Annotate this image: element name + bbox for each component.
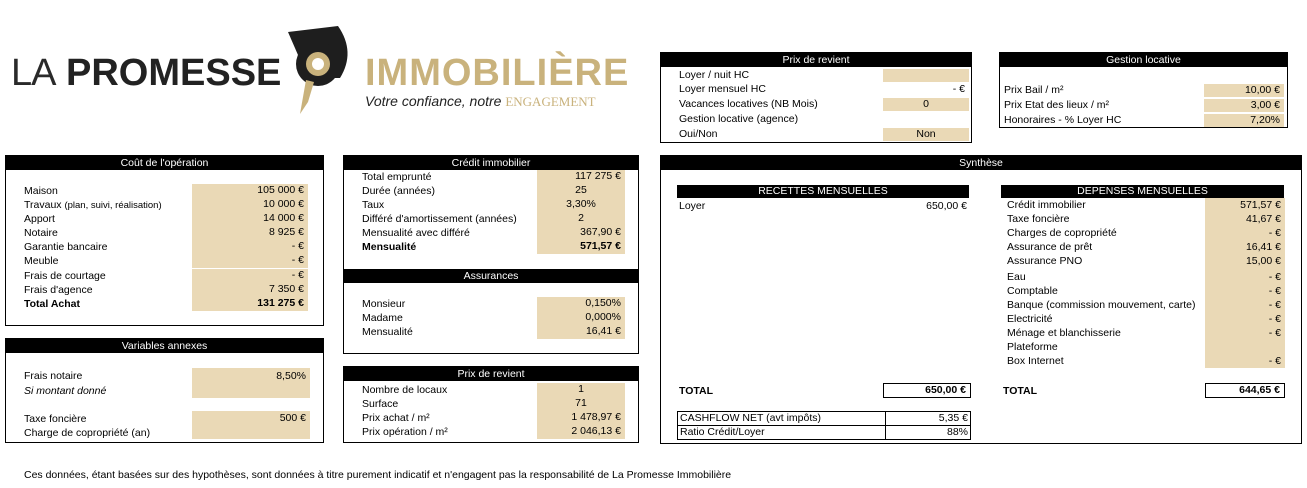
total-achat-label: Total Achat — [24, 298, 81, 310]
credit-panel — [343, 155, 639, 354]
prix-revient-bottom-panel — [343, 366, 639, 443]
tagline-engagement: ENGAGEMENT — [505, 94, 596, 109]
depense-label: Electricité — [1007, 313, 1053, 325]
depense-value: 571,57 € — [1240, 199, 1281, 211]
depenses-header: DEPENSES MENSUELLES — [1001, 185, 1284, 198]
row-label: Taux — [362, 199, 385, 211]
row-label: Surface — [362, 398, 399, 410]
logo-key-icon — [278, 22, 358, 118]
mensualite-label: Mensualité — [362, 241, 417, 253]
row-label: Monsieur — [362, 298, 406, 310]
depense-label: Crédit immobilier — [1007, 199, 1086, 211]
nombre-locaux-field[interactable]: 1 — [537, 383, 625, 397]
row-label: Garantie bancaire — [24, 241, 108, 253]
depense-value: - € — [1268, 227, 1281, 239]
depense-value: - € — [1268, 271, 1281, 283]
total-recettes-value: 650,00 € — [883, 383, 971, 398]
cashflow-table — [677, 411, 971, 440]
panel-header: Synthèse — [661, 156, 1301, 170]
depense-label: Taxe foncière — [1007, 213, 1070, 225]
panel-header: Gestion locative — [1000, 53, 1287, 67]
panel-header: Prix de revient — [661, 53, 971, 67]
row-label: Frais de courtage — [24, 270, 106, 282]
maison-field[interactable]: 105 000 € — [192, 184, 308, 198]
depense-value: 15,00 € — [1245, 255, 1281, 267]
cashflow-label: CASHFLOW NET (avt impôts) — [680, 412, 821, 424]
depense-label: Banque (commission mouvement, carte) — [1007, 299, 1196, 311]
logo-tagline — [365, 93, 596, 110]
prix-operation-m2-value: 2 046,13 € — [537, 425, 625, 439]
ratio-label: Ratio Crédit/Loyer — [680, 426, 765, 438]
recette-loyer-label: Loyer — [679, 200, 706, 212]
cout-operation-panel — [5, 155, 324, 326]
notaire-field[interactable]: 8 925 € — [192, 226, 308, 240]
depense-label: Plateforme — [1007, 341, 1058, 353]
row-label: Honoraires - % Loyer HC — [1004, 114, 1122, 126]
vacances-field[interactable]: 0 — [883, 98, 969, 111]
honoraires-field[interactable]: 7,20% — [1204, 114, 1284, 127]
duree-field[interactable]: 25 — [537, 184, 625, 198]
panel-header: Variables annexes — [6, 339, 323, 353]
row-label: Madame — [362, 312, 403, 324]
assurance-mensualite-value: 16,41 € — [537, 325, 625, 339]
synthese-panel — [660, 155, 1302, 444]
panel-header: Crédit immobilier — [344, 156, 638, 170]
frais-notaire-field[interactable]: 8,50% — [192, 368, 310, 398]
depense-value: - € — [1268, 327, 1281, 339]
travaux-sublabel: (plan, suivi, réalisation) — [64, 200, 162, 211]
meuble-field[interactable]: - € — [192, 254, 308, 268]
panel-header: Prix de revient — [344, 367, 638, 381]
recettes-header: RECETTES MENSUELLES — [677, 185, 969, 198]
taxe-fonciere-field[interactable]: 500 € — [192, 411, 310, 439]
depense-value: 16,41 € — [1245, 241, 1281, 253]
taux-field[interactable]: 3,30% — [537, 198, 625, 212]
taxe-fonciere-label: Taxe foncière — [24, 413, 87, 425]
row-label: Maison — [24, 185, 58, 197]
surface-field[interactable]: 71 — [537, 397, 625, 411]
panel-header: Coût de l'opération — [6, 156, 323, 170]
depense-value: - € — [1268, 285, 1281, 297]
frais-notaire-label: Frais notaire — [24, 370, 83, 382]
depense-label: Ménage et blanchisserie — [1007, 327, 1121, 339]
footer-disclaimer: Ces données, étant basées sur des hypothèses, sont données à titre purement indicatif et n'engagent pas la responsabilité de La Promesse Immobilière — [24, 469, 732, 481]
row-label: Prix opération / m² — [362, 426, 448, 438]
depense-label: Charges de copropriété — [1007, 227, 1117, 239]
total-depenses-label: TOTAL — [1003, 385, 1038, 397]
si-montant-label: Si montant donné — [24, 385, 107, 397]
logo-immobiliere-text: IMMOBILIÈRE — [365, 52, 630, 94]
logo-la-text: LA — [11, 52, 56, 94]
row-label: Gestion locative (agence) — [679, 113, 799, 125]
total-recettes-label: TOTAL — [679, 385, 714, 397]
row-label: Frais d'agence — [24, 284, 93, 296]
depense-label: Assurance PNO — [1007, 255, 1083, 267]
prix-achat-m2-value: 1 478,97 € — [537, 411, 625, 425]
cashflow-value: 5,35 € — [938, 412, 968, 424]
copro-label: Charge de copropriété (an) — [24, 427, 151, 439]
row-label — [24, 199, 162, 212]
row-label: Durée (années) — [362, 185, 435, 197]
travaux-label: Travaux — [24, 199, 62, 211]
row-label: Notaire — [24, 227, 58, 239]
row-label: Apport — [24, 213, 55, 225]
row-label: Meuble — [24, 255, 59, 267]
assurances-header: Assurances — [344, 269, 638, 283]
row-label: Prix achat / m² — [362, 412, 430, 424]
depense-label: Eau — [1007, 271, 1026, 283]
depense-value: - € — [1268, 313, 1281, 325]
courtage-field[interactable]: - € — [192, 269, 308, 283]
gestion-locative-panel — [999, 52, 1288, 128]
row-label: Loyer / nuit HC — [679, 69, 750, 81]
loyer-mensuel-value: - € — [883, 83, 969, 96]
apport-field[interactable]: 14 000 € — [192, 212, 308, 226]
depense-value: - € — [1268, 299, 1281, 311]
prix-bail-field[interactable]: 10,00 € — [1204, 84, 1284, 97]
depense-value: - € — [1268, 355, 1281, 367]
assurance-monsieur-field[interactable]: 0,150% — [537, 297, 625, 311]
row-label: Total emprunté — [362, 171, 432, 183]
ratio-value: 88% — [946, 426, 968, 438]
row-label: Différé d'amortissement (années) — [362, 213, 517, 225]
row-label: Mensualité avec différé — [362, 227, 470, 239]
row-label: Prix Bail / m² — [1004, 84, 1064, 96]
depense-label: Comptable — [1007, 285, 1058, 297]
garantie-field[interactable]: - € — [192, 240, 308, 254]
depense-label: Assurance de prêt — [1007, 241, 1093, 253]
mensualite-value: 571,57 € — [537, 240, 625, 254]
total-depenses-value: 644,65 € — [1205, 383, 1285, 398]
row-label: Nombre de locaux — [362, 384, 448, 396]
row-label: Loyer mensuel HC — [679, 83, 766, 95]
row-label: Vacances locatives (NB Mois) — [679, 98, 818, 110]
total-achat-value: 131 275 € — [192, 297, 308, 311]
row-label: Mensualité — [362, 326, 413, 338]
gestion-oui-non-field[interactable]: Non — [883, 128, 969, 141]
loyer-nuit-field[interactable] — [883, 69, 969, 82]
prix-etat-lieux-field[interactable]: 3,00 € — [1204, 99, 1284, 112]
total-emprunte-value: 117 275 € — [537, 170, 625, 184]
depense-label: Box Internet — [1007, 355, 1064, 367]
row-label: Oui/Non — [679, 128, 718, 140]
prix-revient-top-panel — [660, 52, 972, 143]
recette-loyer-value: 650,00 € — [926, 200, 967, 212]
depense-value: 41,67 € — [1245, 213, 1281, 225]
frais-agence-field[interactable]: 7 350 € — [192, 283, 308, 297]
variables-annexes-panel — [5, 338, 324, 443]
travaux-field[interactable]: 10 000 € — [192, 198, 308, 212]
logo-promesse-text: PROMESSE — [66, 52, 282, 94]
assurance-madame-field[interactable]: 0,000% — [537, 311, 625, 325]
differe-field[interactable]: 2 — [537, 212, 625, 226]
tagline-text: Votre confiance, notre — [365, 93, 502, 109]
row-label: Prix Etat des lieux / m² — [1004, 99, 1110, 111]
mensualite-differe-value: 367,90 € — [537, 226, 625, 240]
